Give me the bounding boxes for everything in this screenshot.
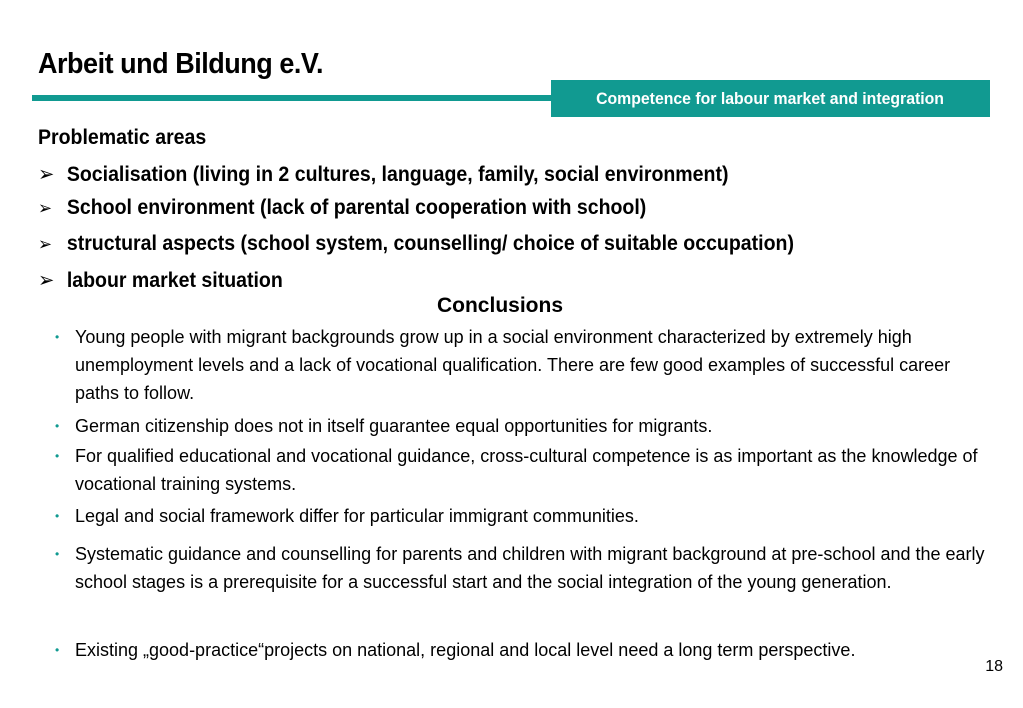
conclusion-text: For qualified educational and vocational guidance, cross-cultural competence is as important as the knowledge of vocational training systems. (75, 446, 978, 494)
arrow-bullet-icon: ➢ (38, 198, 53, 218)
dot-bullet-icon: • (55, 419, 60, 433)
dot-bullet-icon: • (55, 547, 60, 561)
problem-item (38, 196, 646, 220)
conclusion-text: Systematic guidance and counselling for parents and children with migrant background at pre-school and the early school stages is a prerequisite for a successful start and the social integration of the young generation. (75, 544, 985, 592)
conclusion-text: German citizenship does not in itself guarantee equal opportunities for migrants. (75, 416, 713, 436)
page-number: 18 (985, 658, 1003, 675)
conclusion-item (55, 323, 995, 407)
conclusion-item (55, 540, 995, 596)
problem-item (38, 162, 728, 187)
arrow-bullet-icon: ➢ (38, 234, 53, 254)
problem-text: structural aspects (school system, counselling/ choice of suitable occupation) (66, 232, 794, 255)
conclusion-text: Existing „good-practice“projects on national, regional and local level need a long term perspective. (75, 640, 856, 660)
dot-bullet-icon: • (55, 449, 60, 463)
problem-text: Socialisation (living in 2 cultures, language, family, social environment) (66, 163, 729, 186)
conclusion-item (55, 412, 995, 440)
dot-bullet-icon: • (55, 643, 60, 657)
problem-item (38, 268, 283, 293)
problem-text: labour market situation (66, 269, 283, 292)
conclusions-heading: Conclusions (436, 294, 563, 317)
org-title: Arbeit und Bildung e.V. (38, 48, 324, 80)
conclusion-item (55, 502, 995, 530)
arrow-bullet-icon: ➢ (38, 269, 55, 292)
dot-bullet-icon: • (55, 509, 60, 523)
arrow-bullet-icon: ➢ (38, 163, 55, 186)
tagline-banner (551, 80, 990, 117)
conclusion-item (55, 442, 995, 498)
problem-item (38, 232, 794, 256)
conclusion-text: Legal and social framework differ for particular immigrant communities. (75, 506, 639, 526)
conclusion-item (55, 636, 995, 664)
problems-heading: Problematic areas (38, 126, 207, 149)
dot-bullet-icon: • (55, 330, 60, 344)
header-divider (32, 95, 557, 101)
tagline-text: Competence for labour market and integration (596, 89, 945, 108)
conclusion-text: Young people with migrant backgrounds grow up in a social environment characterized by extremely high unemployment levels and a lack of vocational qualification. There are few good examples of successful career paths to follow. (75, 327, 951, 403)
problem-text: School environment (lack of parental cooperation with school) (66, 196, 647, 219)
